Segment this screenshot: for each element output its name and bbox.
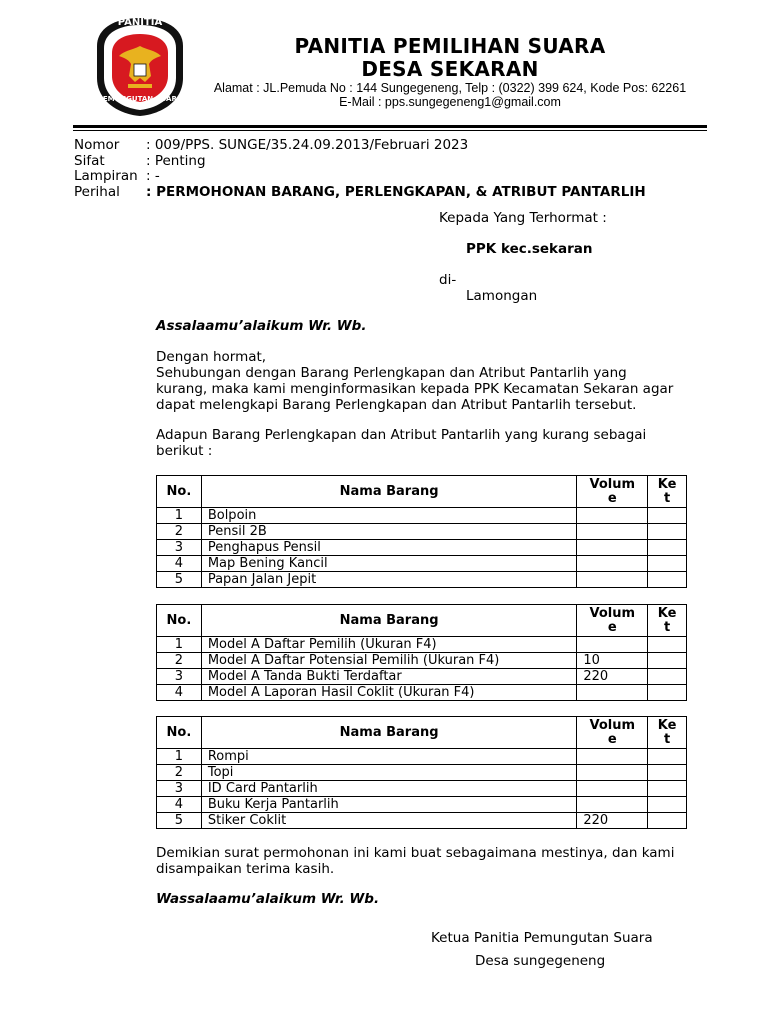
header-ket: Ke t bbox=[648, 605, 687, 637]
perihal-value: : PERMOHONAN BARANG, PERLENGKAPAN, & ATRIBUT PANTARLIH bbox=[146, 183, 646, 200]
row-volume bbox=[577, 797, 648, 813]
table-row bbox=[157, 653, 687, 669]
row-volume bbox=[577, 685, 648, 701]
row-keterangan bbox=[648, 524, 687, 540]
lampiran-value: : - bbox=[146, 168, 160, 184]
row-number: 4 bbox=[157, 685, 202, 701]
row-number: 2 bbox=[157, 653, 202, 669]
paragraph-1-line-1: Sehubungan dengan Barang Perlengkapan dan Atribut Pantarlih yang bbox=[156, 365, 627, 381]
nomor-label: Nomor bbox=[74, 137, 120, 153]
table-row bbox=[157, 685, 687, 701]
row-keterangan bbox=[648, 572, 687, 588]
farewell: Wassalaamu’alaikum Wr. Wb. bbox=[156, 891, 380, 907]
table-row bbox=[157, 749, 687, 765]
row-number: 3 bbox=[157, 781, 202, 797]
table-row bbox=[157, 508, 687, 524]
row-keterangan bbox=[648, 781, 687, 797]
row-keterangan bbox=[648, 637, 687, 653]
row-item-name: Model A Tanda Bukti Terdaftar bbox=[201, 669, 577, 685]
row-item-name: Pensil 2B bbox=[201, 524, 577, 540]
items-table-body bbox=[157, 637, 687, 701]
header-no: No. bbox=[157, 605, 202, 637]
table-row bbox=[157, 765, 687, 781]
items-table-3 bbox=[156, 716, 687, 829]
header-volume: Volum e bbox=[577, 717, 648, 749]
row-item-name: Model A Daftar Pemilih (Ukuran F4) bbox=[201, 637, 577, 653]
row-volume: 10 bbox=[577, 653, 648, 669]
row-volume bbox=[577, 749, 648, 765]
row-item-name: ID Card Pantarlih bbox=[201, 781, 577, 797]
sifat-value: : Penting bbox=[146, 152, 206, 169]
row-volume bbox=[577, 524, 648, 540]
row-keterangan bbox=[648, 685, 687, 701]
recipient-di: di- bbox=[439, 272, 457, 288]
row-keterangan bbox=[648, 749, 687, 765]
paragraph-2-line-2: berikut : bbox=[156, 443, 213, 459]
header-email: E-Mail : pps.sungegeneng1@gmail.com bbox=[339, 95, 561, 109]
header-title-line1: PANITIA PEMILIHAN SUARA bbox=[294, 34, 606, 58]
items-table-2 bbox=[156, 604, 687, 701]
logo-text-top: PANITIA bbox=[117, 17, 163, 28]
header-nama-barang: Nama Barang bbox=[201, 717, 577, 749]
row-keterangan bbox=[648, 669, 687, 685]
lampiran-label: Lampiran bbox=[74, 168, 138, 184]
row-item-name: Papan Jalan Jepit bbox=[201, 572, 577, 588]
row-volume bbox=[577, 540, 648, 556]
row-number: 1 bbox=[157, 637, 202, 653]
paragraph-1-line-3: dapat melengkapi Barang Perlengkapan dan Atribut Pantarlih tersebut. bbox=[156, 397, 637, 413]
row-number: 1 bbox=[157, 508, 202, 524]
row-number: 1 bbox=[157, 749, 202, 765]
row-number: 3 bbox=[157, 669, 202, 685]
table-row bbox=[157, 637, 687, 653]
row-item-name: Model A Laporan Hasil Coklit (Ukuran F4) bbox=[201, 685, 577, 701]
row-keterangan bbox=[648, 556, 687, 572]
table-row bbox=[157, 813, 687, 829]
header-ket: Ke t bbox=[648, 476, 687, 508]
items-table-body bbox=[157, 749, 687, 829]
row-keterangan bbox=[648, 540, 687, 556]
signature-village: Desa sungegeneng bbox=[475, 953, 606, 969]
recipient-place: Lamongan bbox=[466, 288, 538, 304]
items-table-body bbox=[157, 508, 687, 588]
table-row bbox=[157, 556, 687, 572]
items-table-1 bbox=[156, 475, 687, 588]
row-item-name: Map Bening Kancil bbox=[201, 556, 577, 572]
row-keterangan bbox=[648, 653, 687, 669]
row-volume: 220 bbox=[577, 669, 648, 685]
paragraph-1-line-2: kurang, maka kami menginformasikan kepada PPK Kecamatan Sekaran agar bbox=[156, 381, 674, 397]
opening: Dengan hormat, bbox=[156, 349, 267, 365]
row-volume bbox=[577, 765, 648, 781]
row-number: 2 bbox=[157, 524, 202, 540]
row-item-name: Stiker Coklit bbox=[201, 813, 577, 829]
table-row bbox=[157, 524, 687, 540]
header-divider bbox=[73, 125, 707, 128]
row-item-name: Topi bbox=[201, 765, 577, 781]
row-keterangan bbox=[648, 797, 687, 813]
closing-line-1: Demikian surat permohonan ini kami buat sebagaimana mestinya, dan kami bbox=[156, 845, 675, 861]
row-volume: 220 bbox=[577, 813, 648, 829]
greeting: Assalaamu’alaikum Wr. Wb. bbox=[156, 318, 367, 334]
table-row bbox=[157, 669, 687, 685]
row-keterangan bbox=[648, 813, 687, 829]
table-row bbox=[157, 781, 687, 797]
logo-text-bottom: PEMUNGUTAN SUARA bbox=[97, 95, 183, 103]
perihal-label: Perihal bbox=[74, 183, 120, 200]
row-keterangan bbox=[648, 765, 687, 781]
table-row bbox=[157, 797, 687, 813]
row-number: 5 bbox=[157, 813, 202, 829]
row-keterangan bbox=[648, 508, 687, 524]
row-volume bbox=[577, 556, 648, 572]
recipient-name: PPK kec.sekaran bbox=[466, 241, 593, 257]
row-item-name: Penghapus Pensil bbox=[201, 540, 577, 556]
row-item-name: Buku Kerja Pantarlih bbox=[201, 797, 577, 813]
header-nama-barang: Nama Barang bbox=[201, 605, 577, 637]
nomor-value: : 009/PPS. SUNGE/35.24.09.2013/Februari 2023 bbox=[146, 137, 469, 153]
row-number: 4 bbox=[157, 797, 202, 813]
header-address: Alamat : JL.Pemuda No : 144 Sungegeneng, Telp : (0322) 399 624, Kode Pos: 62261 bbox=[213, 81, 687, 95]
header-nama-barang: Nama Barang bbox=[201, 476, 577, 508]
row-volume bbox=[577, 781, 648, 797]
closing-line-2: disampaikan terima kasih. bbox=[156, 861, 335, 877]
table-row bbox=[157, 540, 687, 556]
row-number: 3 bbox=[157, 540, 202, 556]
row-number: 4 bbox=[157, 556, 202, 572]
header-ket: Ke t bbox=[648, 717, 687, 749]
sifat-label: Sifat bbox=[74, 152, 105, 169]
signature-title: Ketua Panitia Pemungutan Suara bbox=[431, 930, 653, 946]
row-number: 2 bbox=[157, 765, 202, 781]
header-no: No. bbox=[157, 476, 202, 508]
header-title-line2: DESA SEKARAN bbox=[361, 57, 539, 81]
table-row bbox=[157, 572, 687, 588]
header-divider-thin bbox=[73, 130, 707, 131]
row-volume bbox=[577, 572, 648, 588]
row-volume bbox=[577, 637, 648, 653]
header-no: No. bbox=[157, 717, 202, 749]
row-volume bbox=[577, 508, 648, 524]
row-item-name: Model A Daftar Potensial Pemilih (Ukuran F4) bbox=[201, 653, 577, 669]
row-item-name: Rompi bbox=[201, 749, 577, 765]
paragraph-2-line-1: Adapun Barang Perlengkapan dan Atribut Pantarlih yang kurang sebagai bbox=[156, 427, 647, 443]
row-number: 5 bbox=[157, 572, 202, 588]
header-volume: Volum e bbox=[577, 476, 648, 508]
row-item-name: Bolpoin bbox=[201, 508, 577, 524]
recipient-salutation: Kepada Yang Terhormat : bbox=[439, 210, 607, 226]
header-volume: Volum e bbox=[577, 605, 648, 637]
letter-meta bbox=[74, 138, 646, 200]
